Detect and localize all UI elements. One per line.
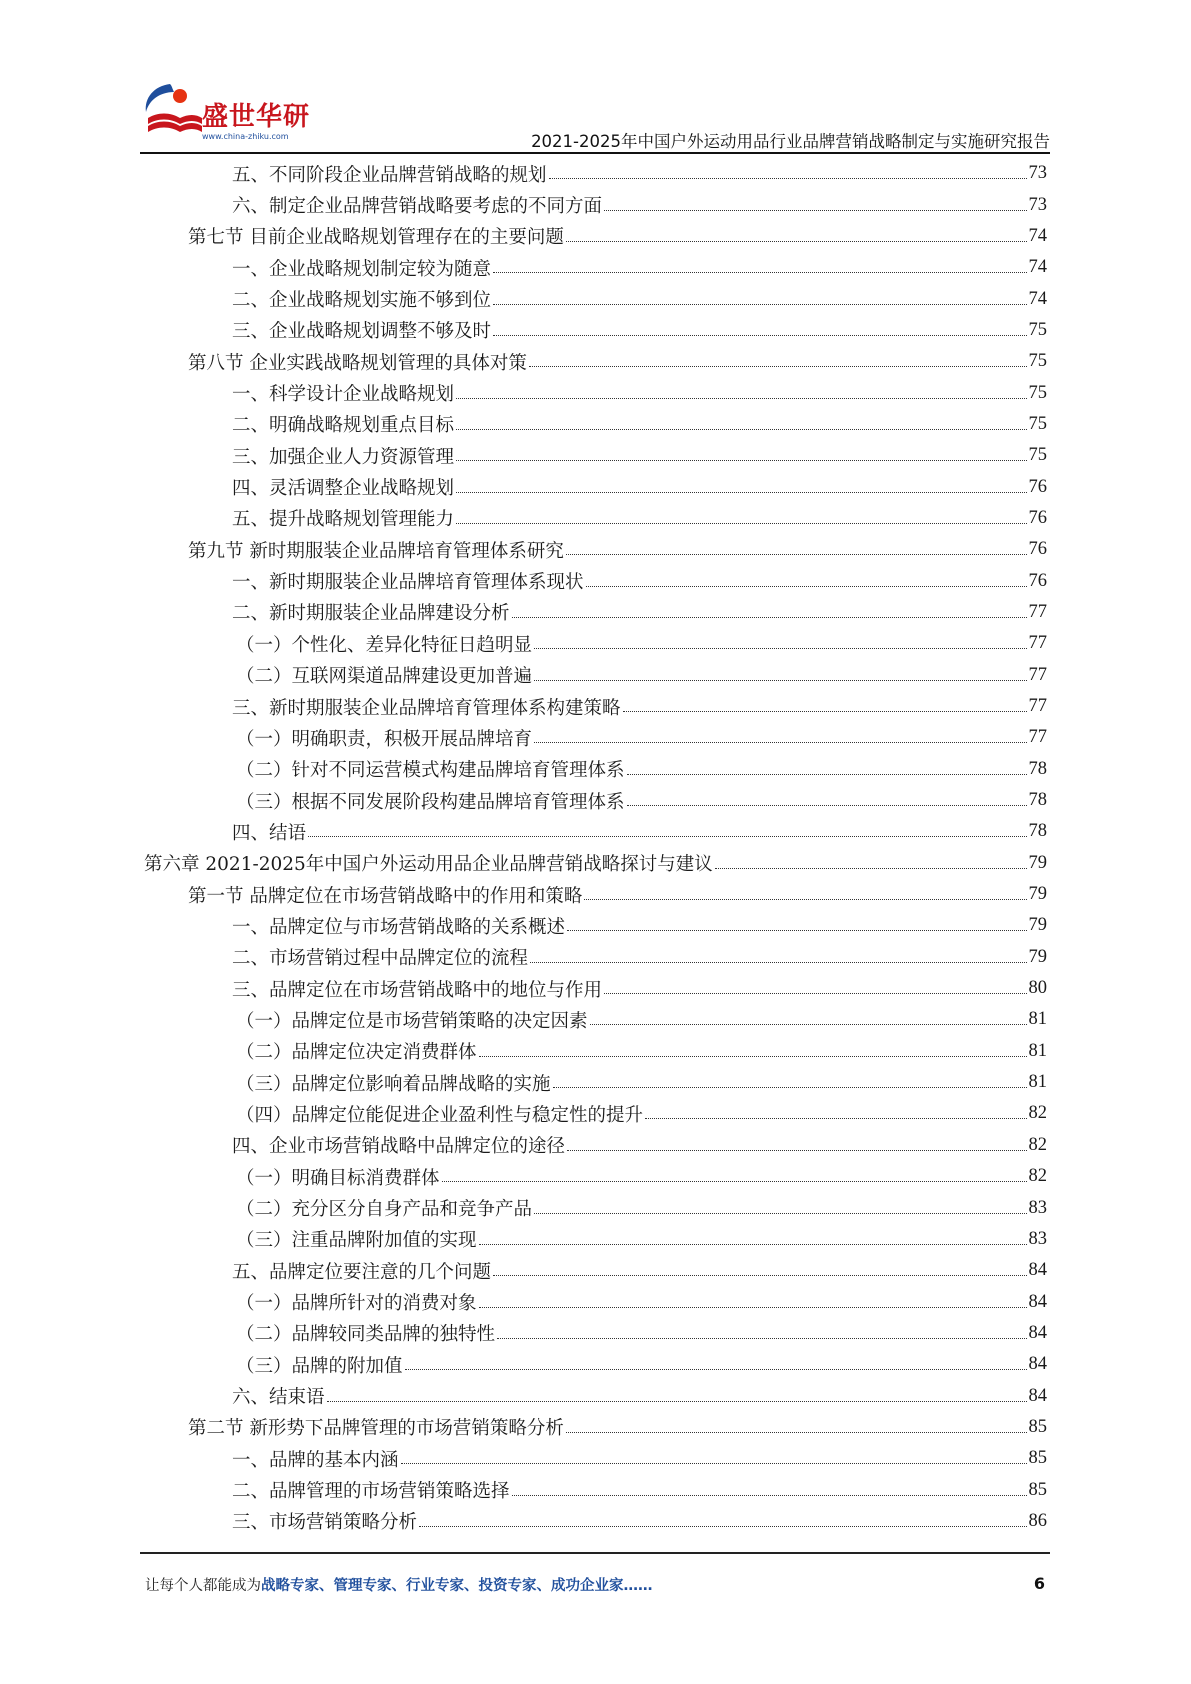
toc-entry[interactable]	[140, 189, 1050, 220]
toc-dot-leader	[493, 1275, 1026, 1276]
toc-entry-page: 84	[1028, 1260, 1047, 1281]
toc-dot-leader	[534, 680, 1026, 681]
toc-dot-leader	[534, 648, 1026, 649]
toc-entry-page: 73	[1028, 194, 1047, 215]
toc-entry-label: 一、科学设计企业战略规划	[232, 384, 455, 406]
toc-entry[interactable]	[140, 1443, 1050, 1474]
toc-entry-page: 84	[1028, 1291, 1047, 1312]
toc-entry-page: 79	[1028, 852, 1047, 873]
toc-dot-leader	[627, 774, 1027, 775]
toc-dot-leader	[493, 304, 1026, 305]
toc-entry-label: （一）明确职责，积极开展品牌培育	[236, 728, 533, 750]
toc-dot-leader	[549, 178, 1027, 179]
toc-entry-label: 二、市场营销过程中品牌定位的流程	[232, 948, 529, 970]
toc-entry-label: 三、品牌定位在市场营销战略中的地位与作用	[232, 979, 603, 1001]
toc-entry-label: （三）根据不同发展阶段构建品牌培育管理体系	[236, 791, 625, 813]
toc-entry-page: 77	[1028, 633, 1047, 654]
toc-dot-leader	[553, 1087, 1027, 1088]
toc-entry[interactable]	[140, 1255, 1050, 1286]
toc-entry[interactable]	[140, 377, 1050, 408]
table-of-contents	[140, 158, 1050, 1537]
toc-entry[interactable]	[140, 346, 1050, 377]
toc-entry-label: （二）针对不同运营模式构建品牌培育管理体系	[236, 760, 625, 782]
toc-entry[interactable]	[140, 1192, 1050, 1223]
toc-entry-label: 五、品牌定位要注意的几个问题	[232, 1261, 492, 1283]
toc-entry[interactable]	[140, 1067, 1050, 1098]
toc-dot-leader	[479, 1307, 1027, 1308]
toc-entry-page: 81	[1028, 1009, 1047, 1030]
toc-entry-label: 六、制定企业品牌营销战略要考虑的不同方面	[232, 196, 603, 218]
toc-entry[interactable]	[140, 910, 1050, 941]
toc-entry-page: 77	[1028, 601, 1047, 622]
toc-dot-leader	[512, 1495, 1027, 1496]
toc-entry[interactable]	[140, 565, 1050, 596]
toc-entry-page: 74	[1028, 225, 1047, 246]
header-divider	[140, 152, 1050, 154]
toc-entry[interactable]	[140, 1380, 1050, 1411]
toc-dot-leader	[419, 1526, 1026, 1527]
toc-entry-page: 76	[1028, 476, 1047, 497]
toc-entry-page: 77	[1028, 727, 1047, 748]
toc-entry-page: 82	[1028, 1166, 1047, 1187]
toc-entry-label: 五、提升战略规划管理能力	[232, 509, 455, 531]
toc-dot-leader	[456, 492, 1026, 493]
toc-dot-leader	[534, 742, 1026, 743]
toc-entry[interactable]	[140, 848, 1050, 879]
toc-entry-label: （二）品牌较同类品牌的独特性	[236, 1324, 496, 1346]
toc-entry-label: 二、企业战略规划实施不够到位	[232, 290, 492, 312]
toc-entry-page: 78	[1028, 758, 1047, 779]
toc-dot-leader	[604, 210, 1026, 211]
toc-entry[interactable]	[140, 879, 1050, 910]
logo-emblem-icon	[140, 78, 204, 140]
toc-entry-label: 四、灵活调整企业战略规划	[232, 478, 455, 500]
toc-entry[interactable]	[140, 252, 1050, 283]
toc-entry-label: 二、明确战略规划重点目标	[232, 415, 455, 437]
toc-entry-label: （一）品牌定位是市场营销策略的决定因素	[236, 1010, 588, 1032]
logo-url: www.china-zhiku.com	[202, 132, 289, 141]
toc-dot-leader	[456, 398, 1026, 399]
toc-entry[interactable]	[140, 221, 1050, 252]
toc-entry[interactable]	[140, 1412, 1050, 1443]
footer-divider	[140, 1552, 1050, 1554]
toc-entry-page: 82	[1028, 1103, 1047, 1124]
footer-slogan-lead: 让每个人都能成为	[145, 1578, 261, 1594]
toc-dot-leader	[566, 554, 1027, 555]
toc-dot-leader	[529, 366, 1027, 367]
toc-dot-leader	[586, 586, 1027, 587]
toc-dot-leader	[479, 1244, 1027, 1245]
toc-entry[interactable]	[140, 785, 1050, 816]
toc-dot-leader	[456, 460, 1026, 461]
toc-entry[interactable]	[140, 534, 1050, 565]
toc-entry-label: 第一节 品牌定位在市场营销战略中的作用和策略	[188, 885, 583, 907]
toc-entry[interactable]	[140, 1036, 1050, 1067]
toc-entry-label: 六、结束语	[232, 1387, 325, 1409]
toc-entry[interactable]	[140, 597, 1050, 628]
toc-entry-page: 85	[1028, 1448, 1047, 1469]
toc-entry[interactable]	[140, 973, 1050, 1004]
toc-entry-page: 80	[1028, 978, 1047, 999]
toc-dot-leader	[567, 1150, 1026, 1151]
toc-entry-label: （一）个性化、差异化特征日趋明显	[236, 634, 533, 656]
logo-text: 盛世华研	[202, 102, 311, 132]
toc-dot-leader	[456, 523, 1026, 524]
toc-entry-label: 四、结语	[232, 822, 307, 844]
toc-entry-page: 76	[1028, 570, 1047, 591]
toc-entry[interactable]	[140, 1004, 1050, 1035]
page-number: 6	[1033, 1574, 1045, 1593]
toc-entry-page: 81	[1028, 1072, 1047, 1093]
toc-dot-leader	[627, 805, 1027, 806]
toc-entry[interactable]	[140, 1130, 1050, 1161]
toc-entry-label: 五、不同阶段企业品牌营销战略的规划	[232, 164, 547, 186]
toc-dot-leader	[567, 930, 1026, 931]
toc-entry-label: 一、品牌定位与市场营销战略的关系概述	[232, 916, 566, 938]
toc-entry-label: 三、新时期服装企业品牌培育管理体系构建策略	[232, 697, 621, 719]
toc-entry-page: 76	[1028, 507, 1047, 528]
toc-entry-label: （二）充分区分自身产品和竞争产品	[236, 1199, 533, 1221]
toc-entry-page: 81	[1028, 1040, 1047, 1061]
toc-entry-label: （一）品牌所针对的消费对象	[236, 1293, 477, 1315]
toc-dot-leader	[566, 1432, 1027, 1433]
toc-entry-label: 一、企业战略规划制定较为随意	[232, 258, 492, 280]
toc-entry-page: 75	[1028, 319, 1047, 340]
toc-entry-label: 一、品牌的基本内涵	[232, 1449, 399, 1471]
toc-entry[interactable]	[140, 1506, 1050, 1537]
toc-entry-page: 85	[1028, 1479, 1047, 1500]
toc-entry-page: 73	[1028, 163, 1047, 184]
toc-entry-label: 三、加强企业人力资源管理	[232, 446, 455, 468]
toc-entry[interactable]	[140, 1098, 1050, 1129]
toc-dot-leader	[479, 1056, 1027, 1057]
toc-dot-leader	[645, 1118, 1026, 1119]
company-logo	[140, 78, 310, 148]
toc-dot-leader	[497, 1338, 1026, 1339]
toc-entry-page: 83	[1028, 1228, 1047, 1249]
toc-entry-page: 77	[1028, 696, 1047, 717]
toc-entry[interactable]	[140, 283, 1050, 314]
document-title: 2021-2025年中国户外运动用品行业品牌营销战略制定与实施研究报告	[531, 132, 1050, 151]
toc-entry-page: 86	[1028, 1510, 1047, 1531]
page-footer	[145, 1574, 1045, 1598]
toc-entry-label: 第二节 新形势下品牌管理的市场营销策略分析	[188, 1418, 564, 1440]
toc-entry-label: （二）互联网渠道品牌建设更加普遍	[236, 666, 533, 688]
toc-entry-page: 79	[1028, 946, 1047, 967]
toc-entry-label: （三）品牌定位影响着品牌战略的实施	[236, 1073, 551, 1095]
toc-dot-leader	[604, 993, 1026, 994]
toc-entry-page: 74	[1028, 288, 1047, 309]
toc-entry-label: 二、品牌管理的市场营销策略选择	[232, 1481, 510, 1503]
toc-dot-leader	[623, 711, 1027, 712]
toc-entry-page: 85	[1028, 1416, 1047, 1437]
toc-dot-leader	[308, 836, 1026, 837]
toc-entry-page: 78	[1028, 821, 1047, 842]
toc-entry-label: （四）品牌定位能促进企业盈利性与稳定性的提升	[236, 1104, 644, 1126]
toc-entry-label: （二）品牌定位决定消费群体	[236, 1042, 477, 1064]
toc-dot-leader	[327, 1401, 1027, 1402]
toc-entry-page: 78	[1028, 790, 1047, 811]
footer-slogan-emphasis: 战略专家、管理专家、行业专家、投资专家、成功企业家……	[261, 1578, 653, 1594]
toc-entry[interactable]	[140, 315, 1050, 346]
toc-entry-label: 四、企业市场营销战略中品牌定位的途径	[232, 1136, 566, 1158]
toc-entry-page: 84	[1028, 1385, 1047, 1406]
toc-entry[interactable]	[140, 691, 1050, 722]
toc-dot-leader	[590, 1024, 1027, 1025]
toc-entry[interactable]	[140, 628, 1050, 659]
toc-entry[interactable]	[140, 1349, 1050, 1380]
toc-dot-leader	[493, 335, 1026, 336]
toc-dot-leader	[442, 1181, 1027, 1182]
toc-dot-leader	[715, 868, 1027, 869]
toc-entry-label: 第九节 新时期服装企业品牌培育管理体系研究	[188, 540, 564, 562]
toc-entry-page: 74	[1028, 257, 1047, 278]
toc-entry-page: 77	[1028, 664, 1047, 685]
toc-dot-leader	[584, 899, 1026, 900]
toc-dot-leader	[530, 962, 1026, 963]
toc-entry-label: 第八节 企业实践战略规划管理的具体对策	[188, 352, 527, 374]
toc-entry-page: 84	[1028, 1322, 1047, 1343]
toc-entry-page: 76	[1028, 539, 1047, 560]
toc-entry-label: （一）明确目标消费群体	[236, 1167, 440, 1189]
toc-entry-label: 第六章 2021-2025年中国户外运动用品企业品牌营销战略探讨与建议	[144, 854, 713, 876]
toc-entry-label: 三、市场营销策略分析	[232, 1512, 418, 1534]
toc-entry-label: 二、新时期服装企业品牌建设分析	[232, 603, 510, 625]
toc-dot-leader	[493, 272, 1026, 273]
toc-entry-page: 82	[1028, 1134, 1047, 1155]
toc-dot-leader	[456, 429, 1026, 430]
toc-entry-label: 第七节 目前企业战略规划管理存在的主要问题	[188, 227, 564, 249]
toc-entry-label: （三）品牌的附加值	[236, 1355, 403, 1377]
toc-entry-page: 75	[1028, 351, 1047, 372]
toc-entry[interactable]	[140, 471, 1050, 502]
toc-entry-label: 三、企业战略规划调整不够及时	[232, 321, 492, 343]
toc-entry-page: 75	[1028, 413, 1047, 434]
toc-entry-page: 83	[1028, 1197, 1047, 1218]
toc-entry-page: 79	[1028, 915, 1047, 936]
toc-entry-page: 75	[1028, 382, 1047, 403]
toc-entry[interactable]	[140, 1224, 1050, 1255]
toc-dot-leader	[405, 1369, 1027, 1370]
toc-dot-leader	[534, 1213, 1026, 1214]
toc-entry[interactable]	[140, 754, 1050, 785]
toc-entry[interactable]	[140, 722, 1050, 753]
toc-entry[interactable]	[140, 1318, 1050, 1349]
toc-entry-label: （三）注重品牌附加值的实现	[236, 1230, 477, 1252]
toc-entry[interactable]	[140, 440, 1050, 471]
toc-entry[interactable]	[140, 942, 1050, 973]
toc-entry-page: 84	[1028, 1354, 1047, 1375]
toc-entry[interactable]	[140, 816, 1050, 847]
page-header	[140, 78, 1050, 150]
toc-entry-page: 79	[1028, 884, 1047, 905]
toc-entry-label: 一、新时期服装企业品牌培育管理体系现状	[232, 572, 584, 594]
toc-entry[interactable]	[140, 1161, 1050, 1192]
toc-dot-leader	[512, 617, 1027, 618]
toc-entry-page: 75	[1028, 445, 1047, 466]
toc-dot-leader	[401, 1463, 1027, 1464]
toc-entry[interactable]	[140, 409, 1050, 440]
toc-entry[interactable]	[140, 158, 1050, 189]
toc-entry[interactable]	[140, 503, 1050, 534]
toc-dot-leader	[566, 241, 1027, 242]
toc-entry[interactable]	[140, 1474, 1050, 1505]
toc-entry[interactable]	[140, 1286, 1050, 1317]
toc-entry[interactable]	[140, 660, 1050, 691]
